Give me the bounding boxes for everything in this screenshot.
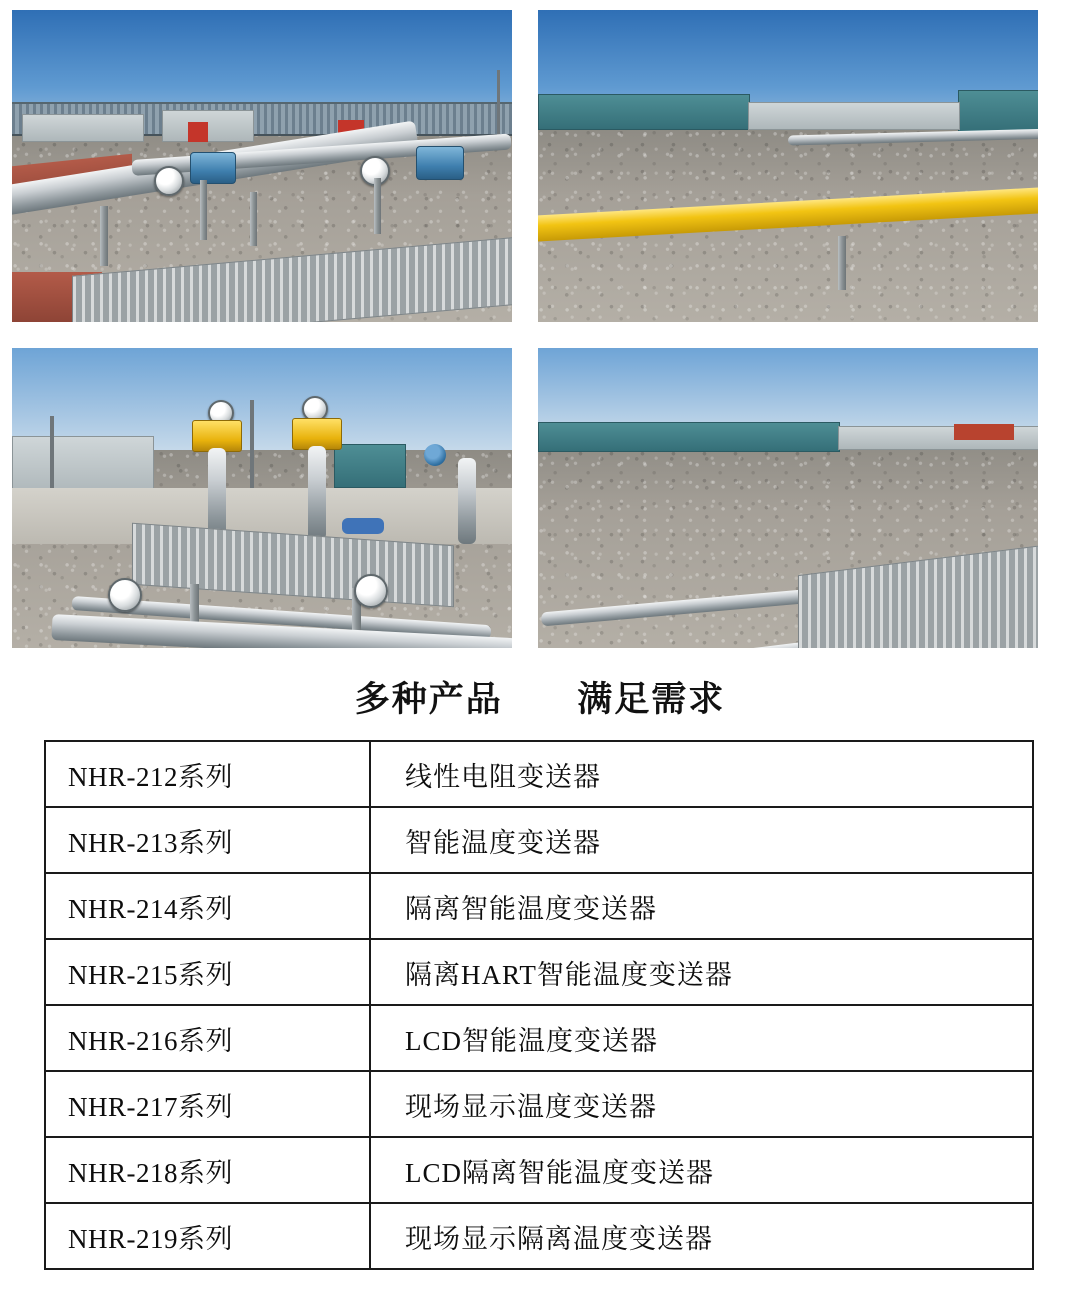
table-cell-name: LCD隔离智能温度变送器 <box>370 1137 1033 1203</box>
table-row <box>45 807 1033 873</box>
table-row <box>45 1005 1033 1071</box>
instrument-stem <box>458 458 476 544</box>
table-cell-model: NHR-218系列 <box>45 1137 370 1203</box>
table-cell-model: NHR-217系列 <box>45 1071 370 1137</box>
instrument-stem <box>308 446 326 540</box>
instrument-stem <box>208 448 226 540</box>
table-cell-name: 线性电阻变送器 <box>370 741 1033 807</box>
photo-pipeline-rack-walkway <box>538 348 1038 648</box>
support-post <box>100 206 108 266</box>
table-row <box>45 1137 1033 1203</box>
table-cell-model: NHR-214系列 <box>45 873 370 939</box>
product-photo-grid <box>0 0 1080 655</box>
red-equipment-box <box>954 424 1014 440</box>
light-pole <box>497 70 500 140</box>
pressure-gauge <box>354 574 388 608</box>
heading-right: 满足需求 <box>577 680 726 720</box>
table-cell-name: 现场显示温度变送器 <box>370 1071 1033 1137</box>
light-pole <box>250 400 254 496</box>
photo-yellow-pipeline-manifold <box>538 10 1038 322</box>
photo-gas-station-pipeline-with-gauges <box>12 10 512 322</box>
station-building <box>538 94 750 130</box>
table-cell-name: 智能温度变送器 <box>370 807 1033 873</box>
container-unit <box>334 444 406 488</box>
station-building <box>22 114 144 142</box>
table-row <box>45 741 1033 807</box>
table-cell-name: 隔离智能温度变送器 <box>370 873 1033 939</box>
pressure-gauge <box>108 578 142 612</box>
station-building <box>748 102 960 130</box>
support-post <box>374 178 381 234</box>
table-row <box>45 1071 1033 1137</box>
pressure-gauge <box>154 166 184 196</box>
station-building <box>162 110 254 142</box>
table-cell-name: LCD智能温度变送器 <box>370 1005 1033 1071</box>
heading-left: 多种产品 <box>354 680 503 720</box>
blue-coiled-cable <box>342 518 384 534</box>
table-cell-name: 现场显示隔离温度变送器 <box>370 1203 1033 1269</box>
support-post <box>200 180 207 240</box>
red-equipment-box <box>188 122 208 142</box>
table-cell-model: NHR-219系列 <box>45 1203 370 1269</box>
table-row <box>45 873 1033 939</box>
table-row <box>45 1203 1033 1269</box>
temperature-transmitter <box>416 146 464 180</box>
support-post <box>838 236 846 290</box>
valve-handwheel <box>424 444 446 466</box>
station-building <box>12 436 154 494</box>
table-cell-name: 隔离HART智能温度变送器 <box>370 939 1033 1005</box>
table-cell-model: NHR-215系列 <box>45 939 370 1005</box>
support-post <box>250 192 257 246</box>
photo-wellhead-instrument-platform <box>12 348 512 648</box>
table-row <box>45 939 1033 1005</box>
station-building <box>958 90 1038 132</box>
table-cell-model: NHR-212系列 <box>45 741 370 807</box>
table-cell-model: NHR-216系列 <box>45 1005 370 1071</box>
table-cell-model: NHR-213系列 <box>45 807 370 873</box>
temperature-transmitter <box>190 152 236 184</box>
station-building <box>538 422 840 452</box>
section-heading <box>0 672 1080 722</box>
light-pole <box>50 416 54 496</box>
table-body <box>45 741 1033 1269</box>
product-model-table <box>44 740 1034 1270</box>
